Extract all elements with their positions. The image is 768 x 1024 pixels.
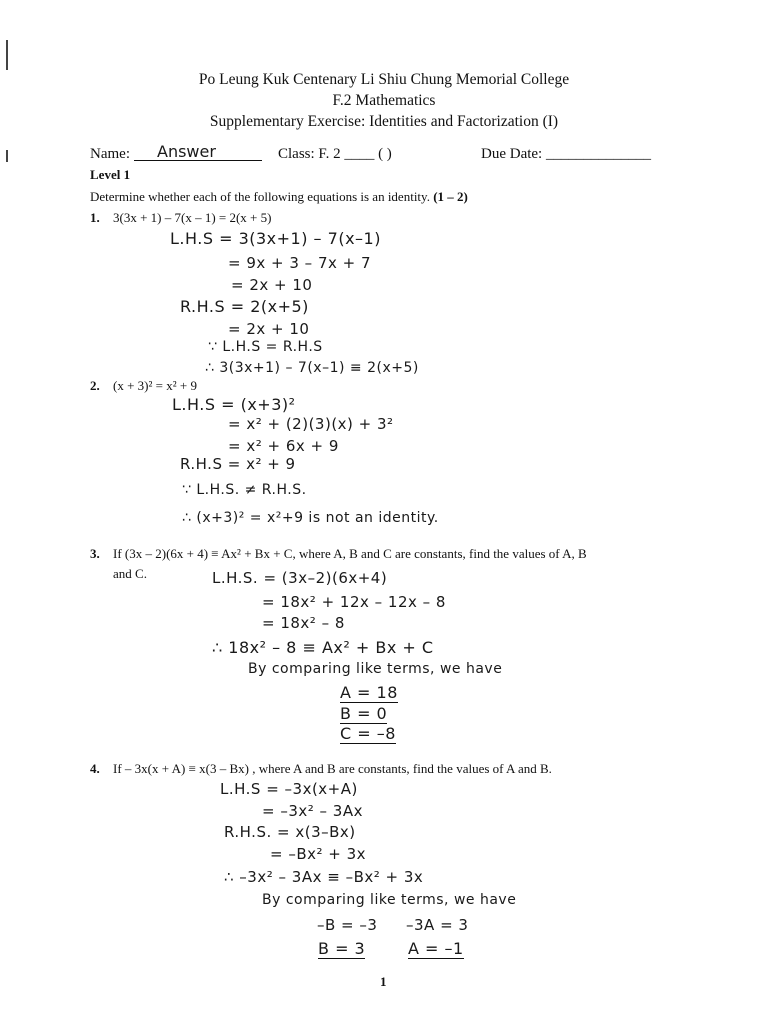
question-1-text: 3(3x + 1) – 7(x – 1) = 2(x + 5)	[113, 210, 272, 225]
name-label: Name:	[90, 146, 130, 162]
q3-answer-c: C = –8	[340, 724, 396, 743]
q2-work-line: = x² + (2)(3)(x) + 3²	[228, 415, 394, 433]
q3-work-line: = 18x² – 8	[262, 614, 345, 632]
q4-work-line: –3A = 3	[406, 916, 469, 934]
scan-edge-mark	[6, 150, 8, 162]
q4-answer-a: A = –1	[408, 939, 464, 958]
q4-work-line: R.H.S. = x(3–Bx)	[224, 823, 356, 841]
q1-work-line: R.H.S = 2(x+5)	[180, 297, 309, 316]
q2-work-line: = x² + 6x + 9	[228, 437, 339, 455]
q4-work-line: = –Bx² + 3x	[270, 845, 367, 863]
question-3-text: If (3x – 2)(6x + 4) ≡ Ax² + Bx + C, where A, B and C are constants, find the values of A, B	[113, 546, 587, 561]
scan-edge-mark	[6, 40, 8, 70]
q1-work-line: = 2x + 10	[228, 320, 310, 338]
q4-work-line: –B = –3	[317, 916, 378, 934]
q1-conclusion: ∴ 3(3x+1) – 7(x–1) ≡ 2(x+5)	[205, 360, 419, 376]
q3-answer-a: A = 18	[340, 683, 398, 702]
question-4-number: 4.	[90, 761, 100, 776]
course-name: F.2 Mathematics	[332, 92, 436, 109]
question-3-text-cont: and C.	[113, 566, 147, 581]
q4-work-line: L.H.S = –3x(x+A)	[220, 780, 358, 798]
q2-work-line: ∵ L.H.S. ≠ R.H.S.	[182, 482, 307, 498]
q4-work-line: ∴ –3x² – 3Ax ≡ –Bx² + 3x	[224, 868, 424, 886]
q4-work-line: By comparing like terms, we have	[262, 892, 517, 908]
q1-work-line: L.H.S = 3(3x+1) – 7(x–1)	[170, 229, 381, 248]
q2-conclusion: ∴ (x+3)² = x²+9 is not an identity.	[182, 510, 439, 526]
level-heading: Level 1	[90, 167, 131, 182]
page-number: 1	[380, 974, 387, 989]
instruction: Determine whether each of the following equations is an identity.	[90, 189, 430, 204]
q3-answer-b: B = 0	[340, 704, 388, 723]
question-2-number: 2.	[90, 378, 100, 393]
q1-work-line: = 2x + 10	[231, 276, 313, 294]
q1-work-line: ∵ L.H.S = R.H.S	[208, 339, 323, 355]
school-name: Po Leung Kuk Centenary Li Shiu Chung Memorial College	[198, 71, 570, 88]
q3-work-line: By comparing like terms, we have	[248, 661, 503, 677]
instruction-text	[90, 189, 468, 205]
question-1-number: 1.	[90, 210, 100, 225]
q3-work-line: L.H.S. = (3x–2)(6x+4)	[212, 569, 388, 587]
class-label: Class: F. 2 ____ ( )	[278, 146, 392, 162]
name-value: Answer	[157, 142, 216, 161]
due-date-label: Due Date: ______________	[481, 146, 651, 162]
q4-answer-b: B = 3	[318, 939, 366, 958]
q3-work-line: = 18x² + 12x – 12x – 8	[262, 593, 446, 611]
q2-work-line: L.H.S = (x+3)²	[172, 395, 296, 414]
q4-work-line: = –3x² – 3Ax	[262, 802, 363, 820]
question-3-number: 3.	[90, 546, 100, 561]
q3-work-line: ∴ 18x² – 8 ≡ Ax² + Bx + C	[212, 638, 434, 657]
question-2-text: (x + 3)² = x² + 9	[113, 378, 197, 393]
q1-work-line: = 9x + 3 – 7x + 7	[228, 254, 372, 272]
question-4-text: If – 3x(x + A) ≡ x(3 – Bx) , where A and B are constants, find the values of A and B.	[113, 761, 552, 776]
instruction-range: (1 – 2)	[433, 189, 468, 204]
q2-work-line: R.H.S = x² + 9	[180, 455, 296, 473]
worksheet-title: Supplementary Exercise: Identities and Factorization (I)	[209, 113, 559, 130]
